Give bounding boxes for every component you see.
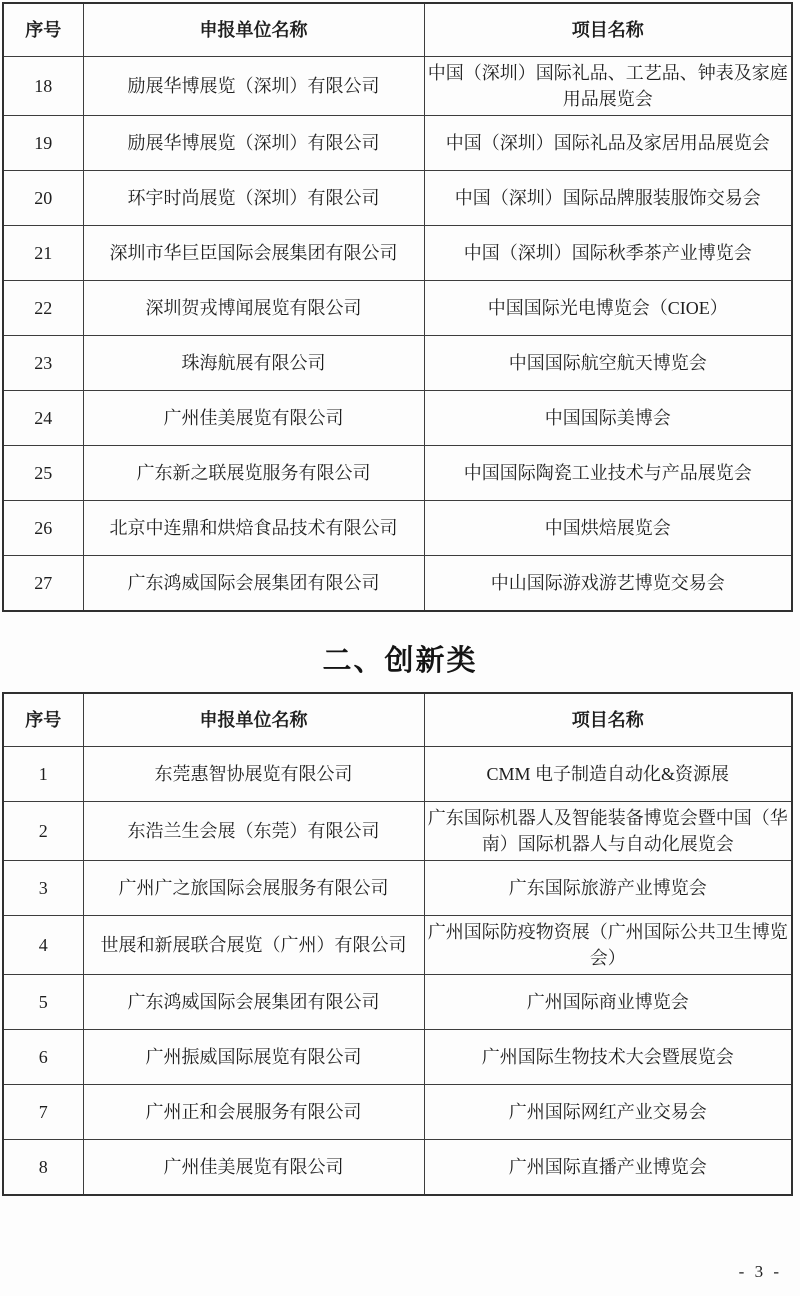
project-name-cell: 中国国际光电博览会（CIOE） [424,281,792,336]
qualified-projects-table-continued [2,2,793,612]
project-name-cell: 中国国际航空航天博览会 [424,336,792,391]
table-row [3,1030,792,1085]
unit-name-cell: 环宇时尚展览（深圳）有限公司 [83,171,424,226]
unit-name-cell: 广州佳美展览有限公司 [83,391,424,446]
serial-number-cell: 27 [3,556,83,612]
unit-name-cell: 东莞惠智协展览有限公司 [83,747,424,802]
serial-number-cell: 20 [3,171,83,226]
project-name-cell: 中国（深圳）国际礼品及家居用品展览会 [424,116,792,171]
table-row [3,226,792,281]
table-header-row [3,693,792,747]
table-row [3,916,792,975]
unit-name-cell: 广东新之联展览服务有限公司 [83,446,424,501]
table-row [3,556,792,612]
table-row [3,747,792,802]
serial-number-cell: 19 [3,116,83,171]
header-serial-number: 序号 [3,693,83,747]
unit-name-cell: 广州广之旅国际会展服务有限公司 [83,861,424,916]
header-project-name: 项目名称 [424,693,792,747]
serial-number-cell: 4 [3,916,83,975]
header-project-name: 项目名称 [424,3,792,57]
project-name-cell: 中国（深圳）国际品牌服装服饰交易会 [424,171,792,226]
header-unit-name: 申报单位名称 [83,3,424,57]
project-name-cell: 广州国际直播产业博览会 [424,1140,792,1196]
unit-name-cell: 深圳贺戎博闻展览有限公司 [83,281,424,336]
table-row [3,171,792,226]
project-name-cell: 广州国际生物技术大会暨展览会 [424,1030,792,1085]
table-row [3,975,792,1030]
project-name-cell: 中国（深圳）国际秋季茶产业博览会 [424,226,792,281]
serial-number-cell: 3 [3,861,83,916]
unit-name-cell: 北京中连鼎和烘焙食品技术有限公司 [83,501,424,556]
table-row [3,861,792,916]
table-row [3,391,792,446]
table-row [3,336,792,391]
table-row [3,57,792,116]
unit-name-cell: 广州振威国际展览有限公司 [83,1030,424,1085]
unit-name-cell: 东浩兰生会展（东莞）有限公司 [83,802,424,861]
serial-number-cell: 24 [3,391,83,446]
project-name-cell: 广东国际旅游产业博览会 [424,861,792,916]
serial-number-cell: 18 [3,57,83,116]
table2-body [3,747,792,1196]
table-row [3,501,792,556]
section-heading-innovation: 二、创新类 [322,645,478,677]
table-row [3,802,792,861]
project-name-cell: 广东国际机器人及智能装备博览会暨中国（华南）国际机器人与自动化展览会 [424,802,792,861]
project-name-cell: 中国国际美博会 [424,391,792,446]
table1-body [3,57,792,612]
project-name-cell: 广州国际网红产业交易会 [424,1085,792,1140]
header-unit-name: 申报单位名称 [83,693,424,747]
serial-number-cell: 21 [3,226,83,281]
unit-name-cell: 广东鸿威国际会展集团有限公司 [83,975,424,1030]
serial-number-cell: 23 [3,336,83,391]
project-name-cell: 广州国际防疫物资展（广州国际公共卫生博览会） [424,916,792,975]
serial-number-cell: 26 [3,501,83,556]
project-name-cell: 广州国际商业博览会 [424,975,792,1030]
serial-number-cell: 1 [3,747,83,802]
project-name-cell: 中国烘焙展览会 [424,501,792,556]
table-row [3,446,792,501]
header-serial-number: 序号 [3,3,83,57]
unit-name-cell: 广州正和会展服务有限公司 [83,1085,424,1140]
page-number: - 3 - [738,1262,782,1281]
serial-number-cell: 6 [3,1030,83,1085]
serial-number-cell: 5 [3,975,83,1030]
table-header-row [3,3,792,57]
project-name-cell: 中国国际陶瓷工业技术与产品展览会 [424,446,792,501]
unit-name-cell: 世展和新展联合展览（广州）有限公司 [83,916,424,975]
unit-name-cell: 珠海航展有限公司 [83,336,424,391]
table-row [3,281,792,336]
project-name-cell: CMM 电子制造自动化&资源展 [424,747,792,802]
serial-number-cell: 7 [3,1085,83,1140]
project-name-cell: 中国（深圳）国际礼品、工艺品、钟表及家庭用品展览会 [424,57,792,116]
unit-name-cell: 励展华博展览（深圳）有限公司 [83,116,424,171]
unit-name-cell: 广东鸿威国际会展集团有限公司 [83,556,424,612]
table-row [3,1140,792,1196]
serial-number-cell: 25 [3,446,83,501]
project-name-cell: 中山国际游戏游艺博览交易会 [424,556,792,612]
table-row [3,116,792,171]
innovation-projects-table [2,692,793,1196]
unit-name-cell: 广州佳美展览有限公司 [83,1140,424,1196]
unit-name-cell: 深圳市华巨臣国际会展集团有限公司 [83,226,424,281]
serial-number-cell: 22 [3,281,83,336]
table-row [3,1085,792,1140]
serial-number-cell: 2 [3,802,83,861]
serial-number-cell: 8 [3,1140,83,1196]
unit-name-cell: 励展华博展览（深圳）有限公司 [83,57,424,116]
